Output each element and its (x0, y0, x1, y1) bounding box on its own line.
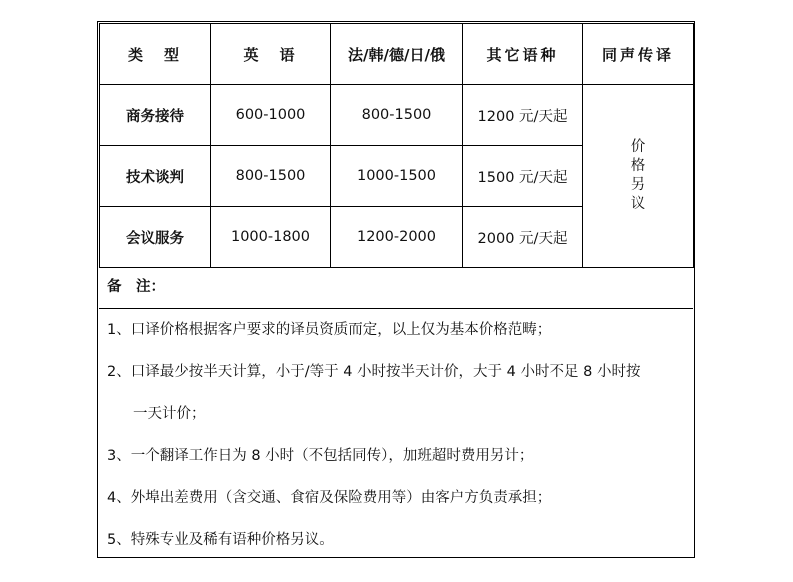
row-other-price: 2000 元/天起 (463, 207, 583, 268)
header-simultaneous: 同声传译 (583, 24, 694, 85)
row-type: 技术谈判 (100, 146, 211, 207)
simultaneous-price-note: 价格另议 (630, 139, 646, 212)
price-table (99, 23, 694, 268)
header-european-languages: 法/韩/德/日/俄 (331, 24, 463, 85)
row-type: 会议服务 (100, 207, 211, 268)
row-other-price: 1200 元/天起 (463, 85, 583, 146)
price-sheet (97, 21, 695, 558)
row-european-price: 1200-2000 (331, 207, 463, 268)
header-type: 类 型 (100, 24, 211, 85)
row-european-price: 1000-1500 (331, 146, 463, 207)
header-english: 英 语 (211, 24, 331, 85)
row-type: 商务接待 (100, 85, 211, 146)
row-english-price: 800-1500 (211, 146, 331, 207)
row-english-price: 1000-1800 (211, 207, 331, 268)
notes-title: 备 注： (99, 266, 693, 309)
table-row (100, 85, 694, 146)
note-line: 1、口译价格根据客户要求的译员资质而定，以上仅为基本价格范畴； (107, 322, 552, 338)
note-line: 5、特殊专业及稀有语种价格另议。 (107, 532, 334, 548)
note-line: 4、外埠出差费用（含交通、食宿及保险费用等）由客户方负责承担； (107, 490, 552, 506)
header-other-languages: 其它语种 (463, 24, 583, 85)
note-line-continuation: 一天计价； (133, 406, 206, 422)
simultaneous-price-cell (583, 85, 694, 268)
row-european-price: 800-1500 (331, 85, 463, 146)
row-other-price: 1500 元/天起 (463, 146, 583, 207)
note-line: 2、口译最少按半天计算，小于/等于 4 小时按半天计价，大于 4 小时不足 8 小时按 (107, 364, 641, 380)
notes-list (99, 309, 693, 561)
note-line: 3、一个翻译工作日为 8 小时（不包括同传），加班超时费用另计； (107, 448, 534, 464)
table-header-row (100, 24, 694, 85)
row-english-price: 600-1000 (211, 85, 331, 146)
